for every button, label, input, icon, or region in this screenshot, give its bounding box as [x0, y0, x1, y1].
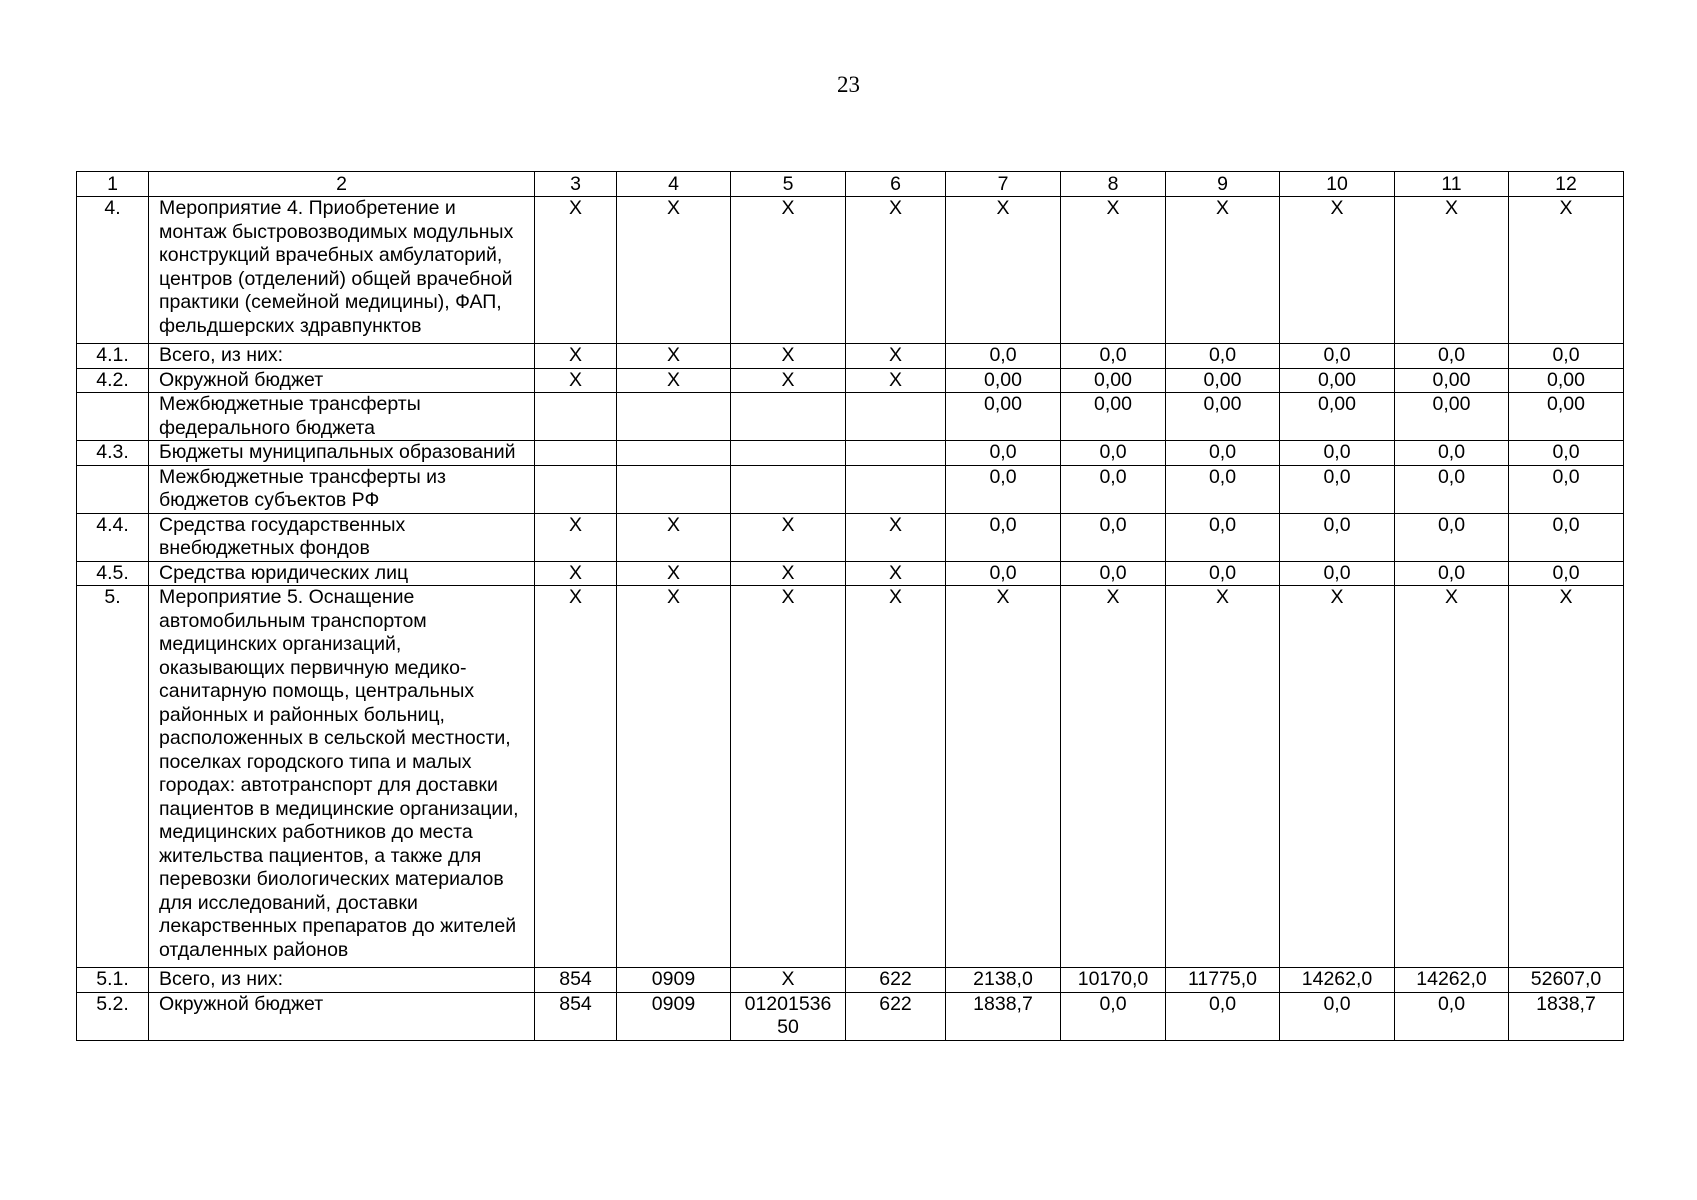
- value-cell: 0,0: [1061, 441, 1166, 466]
- table-row: [77, 561, 1624, 586]
- value-cell: 0,0: [1280, 513, 1395, 561]
- value-cell: 0,0: [1061, 992, 1166, 1040]
- table-row: [77, 586, 1624, 968]
- table-row: [77, 197, 1624, 344]
- page-number: 23: [837, 72, 860, 97]
- table-row: [77, 968, 1624, 993]
- value-cell: Х: [1280, 197, 1395, 344]
- column-number-cell: 5: [731, 172, 846, 197]
- value-cell: 0,0: [1395, 465, 1509, 513]
- value-cell: 10170,0: [1061, 968, 1166, 993]
- value-cell: 0,0: [1280, 344, 1395, 369]
- value-cell: Х: [535, 586, 617, 968]
- row-number-cell: 4.2.: [77, 368, 149, 393]
- value-cell: Х: [535, 344, 617, 369]
- value-cell: 0909: [617, 968, 731, 993]
- row-description-cell: Окружной бюджет: [149, 368, 535, 393]
- table-row: [77, 393, 1624, 441]
- row-number-cell: 5.1.: [77, 968, 149, 993]
- value-cell: Х: [1166, 586, 1280, 968]
- value-cell: [846, 441, 946, 466]
- value-cell: Х: [1509, 197, 1624, 344]
- value-cell: [535, 465, 617, 513]
- column-number-cell: 9: [1166, 172, 1280, 197]
- value-cell: Х: [617, 513, 731, 561]
- value-cell: 11775,0: [1166, 968, 1280, 993]
- value-cell: Х: [617, 197, 731, 344]
- value-cell: 0,0: [1166, 465, 1280, 513]
- value-cell: Х: [731, 197, 846, 344]
- value-cell: 2138,0: [946, 968, 1061, 993]
- table-row: [77, 344, 1624, 369]
- value-cell: 0,0: [1509, 465, 1624, 513]
- value-cell: [617, 441, 731, 466]
- value-cell: 0,00: [946, 393, 1061, 441]
- value-cell: 0,0: [1395, 513, 1509, 561]
- value-cell: Х: [1166, 197, 1280, 344]
- value-cell: 0,0: [946, 513, 1061, 561]
- row-description-cell: Мероприятие 4. Приобретение и монтаж быстровозводимых модульных конструкций врачебных амбулаторий, центров (отделений) общей врачебной практики (семейной медицины), ФАП, фельдшерских здравпунктов: [149, 197, 535, 344]
- value-cell: 854: [535, 992, 617, 1040]
- column-number-cell: 12: [1509, 172, 1624, 197]
- value-cell: 1838,7: [1509, 992, 1624, 1040]
- row-description-cell: Окружной бюджет: [149, 992, 535, 1040]
- value-cell: [731, 465, 846, 513]
- value-cell: 0,00: [1061, 368, 1166, 393]
- value-cell: 0,0: [1061, 465, 1166, 513]
- value-cell: 0,0: [1395, 344, 1509, 369]
- value-cell: Х: [1061, 197, 1166, 344]
- row-description-cell: Межбюджетные трансферты федерального бюджета: [149, 393, 535, 441]
- column-number-cell: 6: [846, 172, 946, 197]
- value-cell: Х: [617, 368, 731, 393]
- value-cell: Х: [946, 586, 1061, 968]
- value-cell: 0,00: [1395, 393, 1509, 441]
- row-number-cell: 5.: [77, 586, 149, 968]
- value-cell: 0,00: [1166, 368, 1280, 393]
- row-number-cell: 5.2.: [77, 992, 149, 1040]
- value-cell: 854: [535, 968, 617, 993]
- value-cell: Х: [846, 561, 946, 586]
- value-cell: [846, 465, 946, 513]
- value-cell: Х: [731, 561, 846, 586]
- value-cell: Х: [535, 197, 617, 344]
- value-cell: 1838,7: [946, 992, 1061, 1040]
- column-number-cell: 11: [1395, 172, 1509, 197]
- value-cell: 0,0: [1166, 992, 1280, 1040]
- value-cell: 01201536 50: [731, 992, 846, 1040]
- value-cell: 0,0: [1395, 441, 1509, 466]
- row-description-cell: Средства юридических лиц: [149, 561, 535, 586]
- value-cell: Х: [731, 344, 846, 369]
- value-cell: 0,00: [1280, 368, 1395, 393]
- value-cell: 0,0: [1166, 561, 1280, 586]
- value-cell: 0,0: [946, 344, 1061, 369]
- row-description-cell: Всего, из них:: [149, 968, 535, 993]
- row-description-cell: Мероприятие 5. Оснащение автомобильным транспортом медицинских организаций, оказывающих первичную медико-санитарную помощь, центральных районных и районных больниц, расположенных в сельской местности, поселках городского типа и малых городах: автотранспорт для доставки пациентов в медицинские организации, медицинских работников до места жительства пациентов, а также для перевозки биологических материалов для исследований, доставки лекарственных препаратов до жителей отдаленных районов: [149, 586, 535, 968]
- value-cell: 0,00: [946, 368, 1061, 393]
- value-cell: Х: [731, 513, 846, 561]
- row-description-cell: Межбюджетные трансферты из бюджетов субъектов РФ: [149, 465, 535, 513]
- table-row: [77, 513, 1624, 561]
- value-cell: 0,0: [1509, 344, 1624, 369]
- value-cell: 0,00: [1166, 393, 1280, 441]
- value-cell: 0,0: [946, 561, 1061, 586]
- value-cell: 0,0: [1061, 513, 1166, 561]
- value-cell: [617, 465, 731, 513]
- value-cell: 0,0: [1061, 561, 1166, 586]
- value-cell: 14262,0: [1280, 968, 1395, 993]
- value-cell: 0,0: [1509, 441, 1624, 466]
- table-row: [77, 992, 1624, 1040]
- column-number-cell: 3: [535, 172, 617, 197]
- budget-table: [76, 171, 1624, 1041]
- value-cell: Х: [1395, 197, 1509, 344]
- value-cell: 0,0: [1061, 344, 1166, 369]
- value-cell: Х: [1395, 586, 1509, 968]
- value-cell: Х: [846, 197, 946, 344]
- value-cell: Х: [1509, 586, 1624, 968]
- value-cell: Х: [846, 586, 946, 968]
- value-cell: Х: [535, 561, 617, 586]
- column-number-cell: 10: [1280, 172, 1395, 197]
- value-cell: Х: [535, 513, 617, 561]
- value-cell: 0,00: [1509, 368, 1624, 393]
- value-cell: 0,0: [1166, 513, 1280, 561]
- value-cell: 0,00: [1280, 393, 1395, 441]
- row-number-cell: 4.4.: [77, 513, 149, 561]
- value-cell: [535, 441, 617, 466]
- value-cell: 0,0: [946, 441, 1061, 466]
- value-cell: 0,0: [1166, 441, 1280, 466]
- value-cell: Х: [1061, 586, 1166, 968]
- value-cell: 0,0: [1280, 561, 1395, 586]
- value-cell: 0,0: [1280, 992, 1395, 1040]
- value-cell: 0,0: [1509, 561, 1624, 586]
- column-number-cell: 1: [77, 172, 149, 197]
- row-description-cell: Средства государственных внебюджетных фондов: [149, 513, 535, 561]
- value-cell: 0,0: [1166, 344, 1280, 369]
- value-cell: [731, 393, 846, 441]
- value-cell: [846, 393, 946, 441]
- value-cell: 622: [846, 992, 946, 1040]
- value-cell: [535, 393, 617, 441]
- value-cell: Х: [946, 197, 1061, 344]
- value-cell: [731, 441, 846, 466]
- value-cell: Х: [1280, 586, 1395, 968]
- value-cell: 0,0: [1395, 992, 1509, 1040]
- value-cell: Х: [617, 586, 731, 968]
- row-number-cell: 4.5.: [77, 561, 149, 586]
- value-cell: 0,0: [1509, 513, 1624, 561]
- table-header-row: [77, 172, 1624, 197]
- value-cell: 622: [846, 968, 946, 993]
- row-description-cell: Бюджеты муниципальных образований: [149, 441, 535, 466]
- row-number-cell: 4.3.: [77, 441, 149, 466]
- value-cell: Х: [535, 368, 617, 393]
- value-cell: 0,00: [1509, 393, 1624, 441]
- value-cell: Х: [846, 344, 946, 369]
- row-description-cell: Всего, из них:: [149, 344, 535, 369]
- column-number-cell: 7: [946, 172, 1061, 197]
- table-row: [77, 465, 1624, 513]
- value-cell: Х: [846, 513, 946, 561]
- value-cell: 52607,0: [1509, 968, 1624, 993]
- value-cell: 0,0: [1280, 465, 1395, 513]
- table-row: [77, 368, 1624, 393]
- value-cell: Х: [846, 368, 946, 393]
- column-number-cell: 2: [149, 172, 535, 197]
- column-number-cell: 8: [1061, 172, 1166, 197]
- row-number-cell: 4.1.: [77, 344, 149, 369]
- column-number-cell: 4: [617, 172, 731, 197]
- row-number-cell: 4.: [77, 197, 149, 344]
- value-cell: 0,0: [946, 465, 1061, 513]
- value-cell: 0909: [617, 992, 731, 1040]
- value-cell: 14262,0: [1395, 968, 1509, 993]
- value-cell: Х: [731, 968, 846, 993]
- value-cell: 0,0: [1395, 561, 1509, 586]
- table-row: [77, 441, 1624, 466]
- row-number-cell: [77, 393, 149, 441]
- value-cell: 0,0: [1280, 441, 1395, 466]
- value-cell: 0,00: [1395, 368, 1509, 393]
- value-cell: Х: [731, 368, 846, 393]
- value-cell: Х: [731, 586, 846, 968]
- value-cell: [617, 393, 731, 441]
- value-cell: 0,00: [1061, 393, 1166, 441]
- row-number-cell: [77, 465, 149, 513]
- value-cell: Х: [617, 561, 731, 586]
- value-cell: Х: [617, 344, 731, 369]
